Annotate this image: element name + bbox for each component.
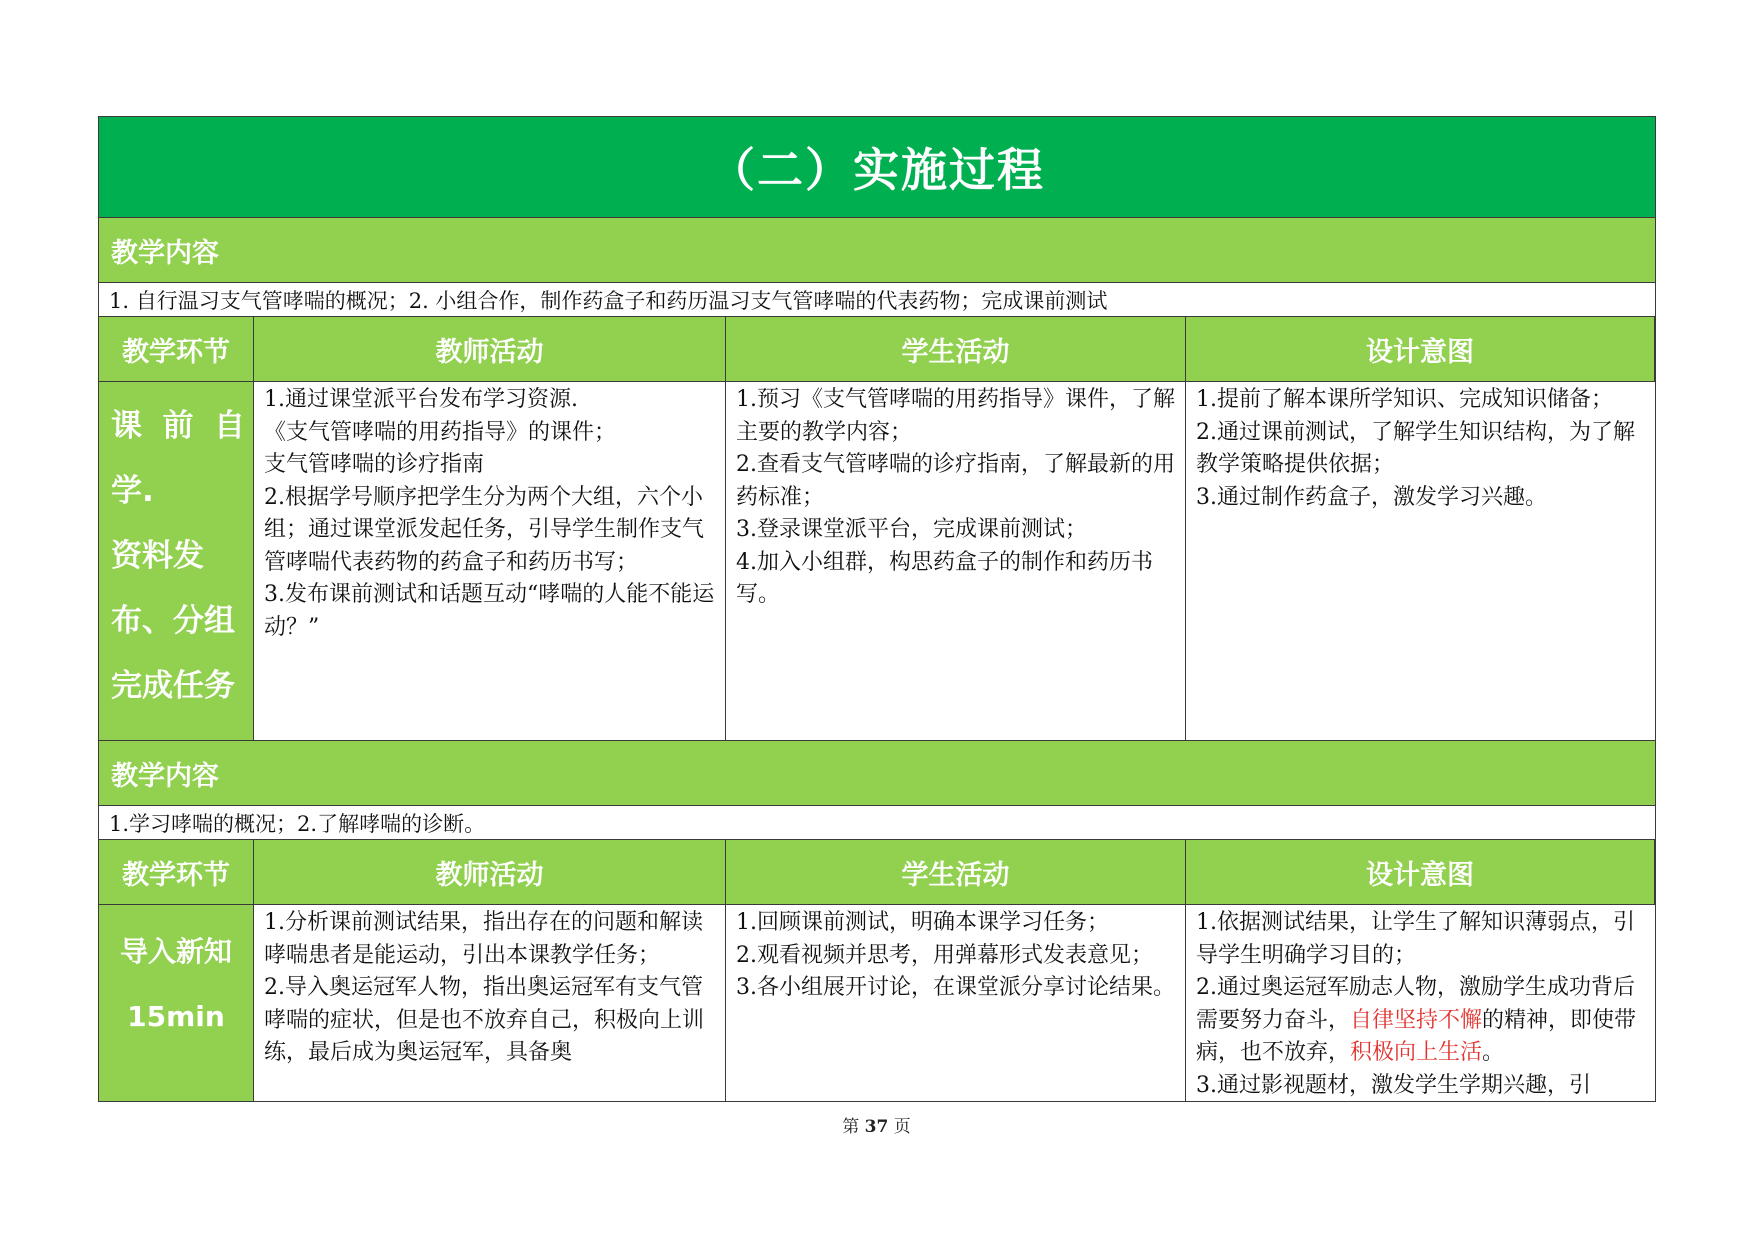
column-header-intent: 设计意图 [1186, 317, 1655, 382]
activity-grid [99, 840, 1655, 1101]
teacher-activity-item: 《支气管哮喘的用药指导》的课件； [264, 419, 617, 445]
activity-grid [99, 317, 1655, 741]
student-activity-item: 3.登录课堂派平台，完成课前测试； [736, 517, 1087, 542]
column-header-stage: 教学环节 [99, 317, 254, 382]
section-content: 1. 自行温习支气管哮喘的概况；2. 小组合作，制作药盒子和药历温习支气管哮喘的代表药物；完成课前测试 [99, 283, 1655, 317]
teacher-activity-cell [254, 382, 726, 741]
student-activity-item: 1.回顾课前测试，明确本课学习任务； [736, 910, 1109, 935]
teacher-activity-item: 1.通过课堂派平台发布学习资源. [264, 387, 578, 412]
teacher-activity-item: 1.分析课前测试结果，指出存在的问题和解读哮喘患者是能运动，引出本课教学任务； [264, 910, 703, 968]
student-activity-item: 4.加入小组群，构思药盒子的制作和药历书写。 [736, 549, 1153, 607]
student-activity-item: 2.观看视频并思考，用弹幕形式发表意见； [736, 942, 1153, 968]
page-title: （二）实施过程 [99, 117, 1655, 218]
stage-char: 课 [111, 408, 142, 444]
section-heading: 教学内容 [99, 741, 1655, 806]
design-intent-item: 3.通过影视题材，激发学生学期兴趣，引 [1196, 1072, 1591, 1098]
section-heading: 教学内容 [99, 218, 1655, 283]
design-intent-cell [1186, 382, 1655, 741]
page-suffix: 页 [893, 1117, 911, 1137]
design-intent-item: 1.提前了解本课所学知识、完成知识储备； [1196, 387, 1613, 412]
student-activity-cell [726, 382, 1186, 741]
design-intent-cell [1186, 905, 1655, 1101]
intent-text: 2.通过奥运冠军励志人物，激励学生成功背后需要努力奋斗， [1196, 975, 1635, 1033]
highlight-text: 积极向上生活 [1350, 1040, 1483, 1065]
section-content: 1.学习哮喘的概况；2.了解哮喘的诊断。 [99, 806, 1655, 840]
column-header-stage: 教学环节 [99, 840, 254, 905]
column-header-intent: 设计意图 [1186, 840, 1655, 905]
teacher-activity-item: 2.根据学号顺序把学生分为两个大组，六个小组；通过课堂派发起任务，引导学生制作支气管哮喘代表药物的药盒子和药历书写； [264, 484, 705, 575]
design-intent-item: 3.通过制作药盒子，激发学习兴趣。 [1196, 484, 1547, 510]
column-header-student: 学生活动 [726, 840, 1186, 905]
page-number-value: 37 [864, 1117, 889, 1137]
column-header-teacher: 教师活动 [254, 840, 726, 905]
stage-line: 导入新知 [119, 935, 232, 968]
column-header-teacher: 教师活动 [254, 317, 726, 382]
stage-cell [99, 905, 254, 1101]
column-header-student: 学生活动 [726, 317, 1186, 382]
student-activity-item: 2.查看支气管哮喘的诊疗指南，了解最新的用药标准； [736, 452, 1175, 510]
design-intent-item: 1.依据测试结果，让学生了解知识薄弱点，引导学生明确学习目的； [1196, 910, 1635, 968]
stage-char: 前 [162, 408, 194, 444]
stage-cell [99, 382, 254, 741]
teacher-activity-item: 支气管哮喘的诊疗指南 [264, 452, 485, 477]
stage-line: 学. [111, 473, 154, 509]
design-intent-item: 2.通过课前测试，了解学生知识结构，为了解教学策略提供依据； [1196, 419, 1635, 477]
stage-line: 资料发 [111, 538, 204, 574]
intent-text: 。 [1482, 1040, 1505, 1065]
lesson-plan-table [98, 116, 1656, 1102]
stage-line: 完成任务 [111, 668, 235, 704]
highlight-text: 自律坚持不懈 [1350, 1007, 1483, 1033]
teacher-activity-item: 3.发布课前测试和话题互动“哮喘的人能不能运动？” [264, 582, 715, 640]
design-intent-item [1196, 972, 1647, 1070]
page-number [0, 1112, 1753, 1137]
teacher-activity-cell [254, 905, 726, 1101]
student-activity-item: 1.预习《支气管哮喘的用药指导》课件，了解主要的教学内容； [736, 387, 1175, 445]
stage-line: 布、分组 [111, 603, 235, 639]
stage-char: 自 [214, 408, 245, 444]
teacher-activity-item: 2.导入奥运冠军人物，指出奥运冠军有支气管哮喘的症状，但是也不放弃自己，积极向上训练，最后成为奥运冠军，具备奥 [264, 975, 705, 1065]
student-activity-cell [726, 905, 1186, 1101]
stage-duration: 15min [127, 1000, 225, 1033]
student-activity-item: 3.各小组展开讨论，在课堂派分享讨论结果。 [736, 975, 1175, 1000]
stage-line [111, 394, 245, 459]
page-prefix: 第 [842, 1117, 860, 1137]
intent-text: 的精神，即使带病，也不放弃， [1196, 1007, 1637, 1065]
